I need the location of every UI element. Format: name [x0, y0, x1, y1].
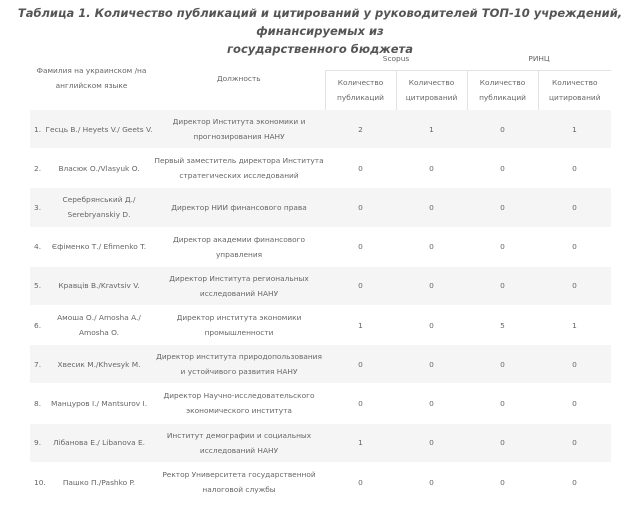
row-scopus-pubs: 0	[325, 384, 396, 423]
row-rinc-pubs: 0	[467, 266, 538, 305]
row-rinc-cites: 1	[538, 305, 611, 344]
row-scopus-cites: 0	[396, 384, 467, 423]
row-rinc-cites: 0	[538, 462, 611, 501]
row-scopus-cites: 0	[396, 345, 467, 384]
row-rinc-cites: 0	[538, 345, 611, 384]
row-rinc-pubs: 0	[467, 149, 538, 188]
row-rinc-cites: 0	[538, 384, 611, 423]
row-scopus-cites: 0	[396, 149, 467, 188]
row-number: 9.	[30, 423, 45, 462]
row-rinc-pubs: 0	[467, 188, 538, 227]
header-scopus: Scopus	[382, 54, 410, 63]
publications-table	[30, 47, 611, 501]
row-scopus-cites: 0	[396, 462, 467, 501]
row-scopus-pubs: 0	[325, 462, 396, 501]
row-rinc-cites: 0	[538, 266, 611, 305]
table-row	[30, 384, 611, 423]
row-position: Директор академии финансового управления	[153, 227, 325, 266]
row-name: Амоша О./ Amosha A./ Amosha O.	[45, 305, 153, 344]
row-rinc-cites: 0	[538, 149, 611, 188]
header-name: Фамилия на украинском /на английском языке	[36, 66, 147, 90]
row-scopus-cites: 0	[396, 227, 467, 266]
caption-line-2: государственного бюджета	[227, 42, 413, 56]
row-rinc-pubs: 0	[467, 345, 538, 384]
row-rinc-cites: 1	[538, 110, 611, 149]
row-rinc-cites: 0	[538, 188, 611, 227]
row-number: 3.	[30, 188, 45, 227]
row-name: Гесць В./ Heyets V./ Geets V.	[45, 110, 153, 149]
row-scopus-cites: 0	[396, 423, 467, 462]
row-number: 1.	[30, 110, 45, 149]
table-row	[30, 188, 611, 227]
row-position: Директор Института экономики и прогнозирования НАНУ	[153, 110, 325, 149]
row-position: Директор Научно-исследовательского экономического института	[153, 384, 325, 423]
row-rinc-pubs: 0	[467, 462, 538, 501]
row-number: 5.	[30, 266, 45, 305]
row-name: Лібанова Е./ Libanova E.	[45, 423, 153, 462]
header-scopus-pubs: Количество публикаций	[325, 71, 396, 110]
row-scopus-cites: 0	[396, 305, 467, 344]
row-rinc-cites: 0	[538, 423, 611, 462]
table-row	[30, 110, 611, 149]
header-rinc: РИНЦ	[528, 54, 550, 63]
row-scopus-pubs: 0	[325, 266, 396, 305]
row-name: Серебрянський Д./ Serebryanskiy D.	[45, 188, 153, 227]
row-scopus-pubs: 0	[325, 345, 396, 384]
row-number: 8.	[30, 384, 45, 423]
header-rinc-cites: Количество цитирований	[538, 71, 611, 110]
row-rinc-pubs: 0	[467, 110, 538, 149]
table-row	[30, 149, 611, 188]
row-number: 7.	[30, 345, 45, 384]
table-row	[30, 462, 611, 501]
row-position: Первый заместитель директора Института стратегических исследований	[153, 149, 325, 188]
row-number: 6.	[30, 305, 45, 344]
row-scopus-pubs: 0	[325, 149, 396, 188]
row-number: 10.	[30, 462, 45, 501]
row-number: 4.	[30, 227, 45, 266]
row-name: Пашко П./Pashko P.	[45, 462, 153, 501]
row-name: Єфіменко Т./ Efimenko T.	[45, 227, 153, 266]
table-row	[30, 423, 611, 462]
table-row	[30, 345, 611, 384]
row-rinc-pubs: 0	[467, 227, 538, 266]
row-position: Директор института природопользования и устойчивого развития НАНУ	[153, 345, 325, 384]
row-scopus-pubs: 0	[325, 188, 396, 227]
row-scopus-pubs: 1	[325, 305, 396, 344]
row-scopus-cites: 0	[396, 266, 467, 305]
row-position: Директор НИИ финансового права	[153, 188, 325, 227]
row-rinc-cites: 0	[538, 227, 611, 266]
caption-line-1: Таблица 1. Количество публикаций и цитирований у руководителей ТОП-10 учреждений, финансируемых из	[17, 6, 623, 38]
row-scopus-pubs: 0	[325, 227, 396, 266]
row-name: Хвесик М./Khvesyk M.	[45, 345, 153, 384]
row-number: 2.	[30, 149, 45, 188]
table-row	[30, 266, 611, 305]
row-name: Кравців В./Kravtsiv V.	[45, 266, 153, 305]
row-position: Институт демографии и социальных исследований НАНУ	[153, 423, 325, 462]
row-scopus-pubs: 1	[325, 423, 396, 462]
table-row	[30, 227, 611, 266]
row-scopus-cites: 0	[396, 188, 467, 227]
row-name: Манцуров І./ Mantsurov I.	[45, 384, 153, 423]
row-scopus-cites: 1	[396, 110, 467, 149]
row-position: Ректор Университета государственной налоговой службы	[153, 462, 325, 501]
row-scopus-pubs: 2	[325, 110, 396, 149]
header-rinc-pubs: Количество публикаций	[467, 71, 538, 110]
row-rinc-pubs: 0	[467, 423, 538, 462]
row-name: Власюк О./Vlasyuk O.	[45, 149, 153, 188]
row-rinc-pubs: 0	[467, 384, 538, 423]
header-scopus-cites: Количество цитирований	[396, 71, 467, 110]
row-position: Директор института экономики промышленности	[153, 305, 325, 344]
table-row	[30, 305, 611, 344]
row-rinc-pubs: 5	[467, 305, 538, 344]
row-position: Директор Института региональных исследований НАНУ	[153, 266, 325, 305]
header-position: Должность	[216, 73, 261, 83]
